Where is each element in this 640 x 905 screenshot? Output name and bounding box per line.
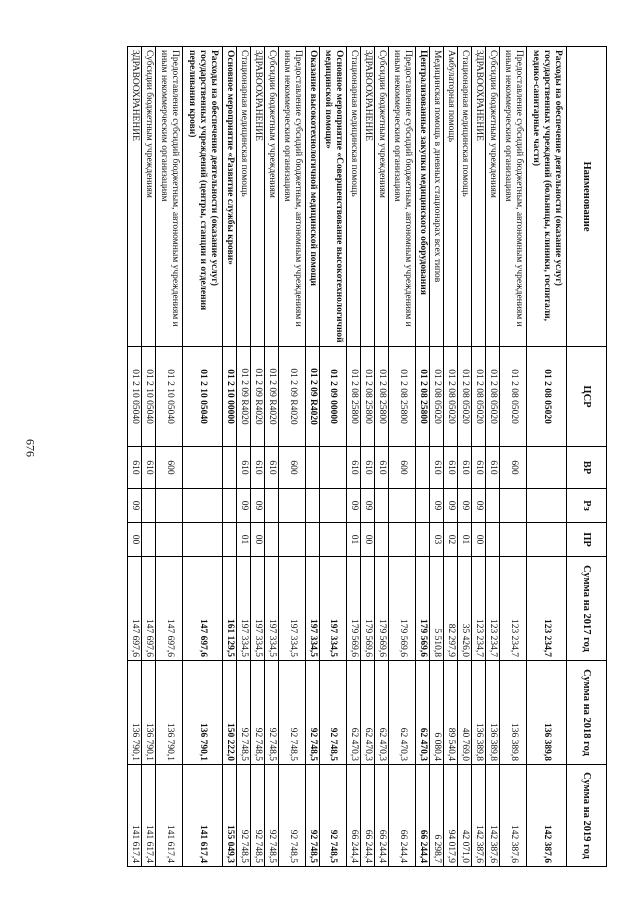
cell-rz [222,489,236,523]
cell-vr [320,447,347,489]
cell-vr: 610 [265,447,279,489]
cell-sum-2017: 197 334,5 [250,557,264,661]
cell-pr: 03 [430,523,444,557]
cell-csr: 01 2 10 00000 [222,347,236,447]
cell-sum-2018: 136 389,8 [486,661,500,765]
cell-pr: 01 [458,523,472,557]
cell-pr: 00 [360,523,374,557]
header-csr: ЦСР [567,347,607,447]
cell-csr: 01 2 09 R4020 [236,347,250,447]
cell-sum-2017: 197 334,5 [236,557,250,661]
header-name: Наименование [567,47,607,347]
table-row [416,47,430,867]
cell-sum-2018: 136 790,1 [142,661,156,765]
cell-vr: 610 [472,447,486,489]
cell-pr: 00 [472,523,486,557]
cell-csr: 01 2 08 05020 [444,347,458,447]
table-row [346,47,360,867]
table-row [486,47,500,867]
cell-pr [265,523,279,557]
cell-pr [305,523,319,557]
cell-vr: 610 [250,447,264,489]
cell-csr: 01 2 09 R4020 [265,347,279,447]
cell-vr: 610 [142,447,156,489]
cell-pr [222,523,236,557]
table-row [375,47,389,867]
table-row [128,47,142,867]
cell-pr: 01 [346,523,360,557]
cell-name: Субсидии бюджетным учреждениям [375,47,389,347]
cell-pr: 00 [128,523,142,557]
cell-sum-2019: 92 748,5 [279,765,306,867]
cell-sum-2017: 179 569,6 [389,557,416,661]
cell-pr [389,523,416,557]
cell-sum-2018: 136 790,1 [156,661,183,765]
cell-csr: 01 2 08 05020 [458,347,472,447]
cell-sum-2019: 141 617,4 [142,765,156,867]
table-row [320,47,347,867]
cell-vr: 610 [346,447,360,489]
cell-vr: 600 [500,447,527,489]
cell-sum-2018: 62 470,3 [389,661,416,765]
cell-vr: 610 [458,447,472,489]
cell-sum-2017: 179 569,6 [360,557,374,661]
cell-sum-2019: 92 748,5 [305,765,319,867]
cell-rz: 09 [346,489,360,523]
cell-vr: 610 [375,447,389,489]
table-row [305,47,319,867]
cell-rz [375,489,389,523]
table-row [527,47,567,867]
table-row [183,47,223,867]
cell-vr: 600 [389,447,416,489]
cell-csr: 01 2 10 05040 [156,347,183,447]
cell-sum-2017: 82 297,9 [444,557,458,661]
cell-rz [265,489,279,523]
cell-csr: 01 2 09 00000 [320,347,347,447]
cell-vr: 610 [444,447,458,489]
cell-sum-2018: 136 389,8 [500,661,527,765]
cell-rz: 09 [458,489,472,523]
cell-name: Основное мероприятие «Совершенствование высокотехнологичной медицинской помощи» [320,47,347,347]
cell-pr [279,523,306,557]
cell-csr: 01 2 10 05040 [142,347,156,447]
cell-csr: 01 2 08 25800 [346,347,360,447]
cell-name: Основное мероприятие «Развитие службы крови» [222,47,236,347]
cell-sum-2017: 161 129,5 [222,557,236,661]
cell-rz [527,489,567,523]
cell-sum-2019: 155 049,3 [222,765,236,867]
table-row [444,47,458,867]
cell-vr: 600 [279,447,306,489]
cell-sum-2017: 123 234,7 [527,557,567,661]
cell-rz [142,489,156,523]
cell-name: ЗДРАВООХРАНЕНИЕ [360,47,374,347]
cell-rz: 09 [128,489,142,523]
page-number: 676 [23,439,38,457]
cell-rz [389,489,416,523]
cell-vr: 610 [360,447,374,489]
cell-sum-2018: 92 748,5 [279,661,306,765]
cell-name: Централизованные закупки медицинского оборудования [416,47,430,347]
cell-name: Субсидии бюджетным учреждениям [142,47,156,347]
table-row [142,47,156,867]
cell-sum-2019: 142 387,6 [500,765,527,867]
cell-sum-2019: 66 244,4 [346,765,360,867]
cell-name: ЗДРАВООХРАНЕНИЕ [128,47,142,347]
table-row [389,47,416,867]
cell-sum-2017: 5 510,8 [430,557,444,661]
cell-name: Предоставление субсидий бюджетным, автономным учреждениям и иным некоммерческим организациям [500,47,527,347]
table-row [236,47,250,867]
cell-sum-2018: 62 470,3 [375,661,389,765]
cell-sum-2017: 35 426,0 [458,557,472,661]
cell-name: Оказание высокотехнологичной медицинской помощи [305,47,319,347]
cell-vr: 610 [128,447,142,489]
cell-sum-2018: 40 769,0 [458,661,472,765]
cell-csr: 01 2 08 25800 [360,347,374,447]
cell-sum-2019: 141 617,4 [156,765,183,867]
cell-sum-2018: 62 470,3 [360,661,374,765]
cell-sum-2018: 89 540,4 [444,661,458,765]
cell-rz [320,489,347,523]
cell-sum-2018: 136 389,8 [527,661,567,765]
cell-csr: 01 2 09 R4020 [250,347,264,447]
cell-name: Субсидии бюджетным учреждениям [486,47,500,347]
cell-sum-2017: 123 234,7 [500,557,527,661]
cell-sum-2019: 92 748,5 [236,765,250,867]
cell-rz [279,489,306,523]
cell-sum-2017: 179 569,6 [375,557,389,661]
cell-vr: 610 [236,447,250,489]
cell-csr: 01 2 09 R4020 [305,347,319,447]
cell-pr: 01 [236,523,250,557]
cell-csr: 01 2 08 05020 [527,347,567,447]
cell-sum-2017: 147 697,6 [156,557,183,661]
table-row [458,47,472,867]
rotated-page [127,46,607,866]
cell-name: ЗДРАВООХРАНЕНИЕ [472,47,486,347]
cell-csr: 01 2 09 R4020 [279,347,306,447]
cell-rz: 09 [360,489,374,523]
cell-sum-2017: 147 697,6 [142,557,156,661]
table-row [430,47,444,867]
table-row [250,47,264,867]
cell-sum-2018: 62 470,3 [346,661,360,765]
cell-rz [486,489,500,523]
cell-sum-2017: 123 234,7 [486,557,500,661]
cell-csr: 01 2 08 05020 [486,347,500,447]
header-rz: Рз [567,489,607,523]
cell-vr: 610 [486,447,500,489]
cell-rz [156,489,183,523]
cell-sum-2019: 6 298,7 [430,765,444,867]
table-row [500,47,527,867]
cell-name: Предоставление субсидий бюджетным, автономным учреждениям и иным некоммерческим организациям [156,47,183,347]
cell-vr: 600 [156,447,183,489]
cell-sum-2019: 142 387,6 [486,765,500,867]
cell-sum-2019: 66 244,4 [389,765,416,867]
cell-name: Амбулаторная помощь [444,47,458,347]
cell-sum-2018: 92 748,5 [320,661,347,765]
cell-sum-2018: 136 790,1 [183,661,223,765]
cell-sum-2019: 142 387,6 [472,765,486,867]
cell-rz: 09 [430,489,444,523]
cell-sum-2019: 141 617,4 [183,765,223,867]
cell-pr [375,523,389,557]
cell-sum-2018: 92 748,5 [250,661,264,765]
cell-sum-2019: 66 244,4 [375,765,389,867]
cell-name: Медицинская помощь в дневных стационарах всех типов [430,47,444,347]
cell-csr: 01 2 08 05020 [500,347,527,447]
header-pr: ПР [567,523,607,557]
budget-table [127,46,607,867]
cell-vr [222,447,236,489]
cell-pr [527,523,567,557]
cell-sum-2018: 92 748,5 [305,661,319,765]
table-row [222,47,236,867]
cell-sum-2017: 197 334,5 [305,557,319,661]
table-row [156,47,183,867]
table-row [472,47,486,867]
cell-rz: 09 [444,489,458,523]
cell-vr [416,447,430,489]
table-row [265,47,279,867]
cell-vr [305,447,319,489]
cell-csr: 01 2 08 05020 [430,347,444,447]
cell-sum-2019: 142 387,6 [527,765,567,867]
cell-sum-2018: 92 748,5 [236,661,250,765]
cell-name: Предоставление субсидий бюджетным, автономным учреждениям и иным некоммерческим организациям [389,47,416,347]
cell-sum-2017: 197 334,5 [279,557,306,661]
cell-sum-2017: 123 234,7 [472,557,486,661]
cell-rz [500,489,527,523]
cell-name: Стационарная медицинская помощь [458,47,472,347]
cell-rz [183,489,223,523]
cell-rz [416,489,430,523]
table-row [360,47,374,867]
cell-name: Субсидии бюджетным учреждениям [265,47,279,347]
cell-sum-2017: 147 697,6 [128,557,142,661]
cell-vr [183,447,223,489]
cell-sum-2018: 62 470,3 [416,661,430,765]
cell-sum-2019: 92 748,5 [265,765,279,867]
cell-name: Стационарная медицинская помощь [236,47,250,347]
cell-sum-2019: 92 748,5 [320,765,347,867]
cell-sum-2018: 92 748,5 [265,661,279,765]
cell-sum-2019: 92 748,5 [250,765,264,867]
cell-pr [156,523,183,557]
header-vr: ВР [567,447,607,489]
cell-csr: 01 2 08 25800 [375,347,389,447]
cell-sum-2018: 6 080,4 [430,661,444,765]
cell-sum-2017: 179 569,6 [416,557,430,661]
table-body [128,47,567,867]
header-sum-2019: Сумма на 2019 год [567,765,607,867]
cell-sum-2018: 136 790,1 [128,661,142,765]
cell-name: Расходы на обеспечение деятельности (оказание услуг) государственных учреждений (центры, станции и отделения переливания крови) [183,47,223,347]
cell-pr: 00 [250,523,264,557]
cell-pr [183,523,223,557]
cell-pr [320,523,347,557]
cell-sum-2017: 197 334,5 [320,557,347,661]
cell-rz: 09 [236,489,250,523]
cell-rz: 09 [472,489,486,523]
cell-vr [527,447,567,489]
cell-sum-2019: 66 244,4 [416,765,430,867]
cell-pr [486,523,500,557]
cell-csr: 01 2 08 25800 [389,347,416,447]
cell-sum-2019: 94 017,9 [444,765,458,867]
table-header-row [567,47,607,867]
cell-sum-2017: 147 697,6 [183,557,223,661]
cell-sum-2019: 141 617,4 [128,765,142,867]
cell-sum-2019: 66 244,4 [360,765,374,867]
header-sum-2018: Сумма на 2018 год [567,661,607,765]
cell-csr: 01 2 08 25800 [416,347,430,447]
cell-pr [416,523,430,557]
cell-name: ЗДРАВООХРАНЕНИЕ [250,47,264,347]
cell-sum-2017: 179 569,6 [346,557,360,661]
cell-sum-2018: 150 222,0 [222,661,236,765]
cell-rz: 09 [250,489,264,523]
cell-sum-2018: 136 389,8 [472,661,486,765]
cell-sum-2017: 197 334,5 [265,557,279,661]
header-sum-2017: Сумма на 2017 год [567,557,607,661]
cell-pr [500,523,527,557]
cell-pr [142,523,156,557]
cell-sum-2019: 42 071,0 [458,765,472,867]
cell-csr: 01 2 10 05040 [183,347,223,447]
cell-vr: 610 [430,447,444,489]
table-row [279,47,306,867]
cell-name: Расходы на обеспечение деятельности (оказание услуг) государственных учреждений (больницы, клиники, госпитали, медико-санитарные части) [527,47,567,347]
cell-csr: 01 2 10 05040 [128,347,142,447]
cell-pr: 02 [444,523,458,557]
cell-csr: 01 2 08 05020 [472,347,486,447]
cell-name: Предоставление субсидий бюджетным, автономным учреждениям и иным некоммерческим организациям [279,47,306,347]
cell-rz [305,489,319,523]
cell-name: Стационарная медицинская помощь [346,47,360,347]
